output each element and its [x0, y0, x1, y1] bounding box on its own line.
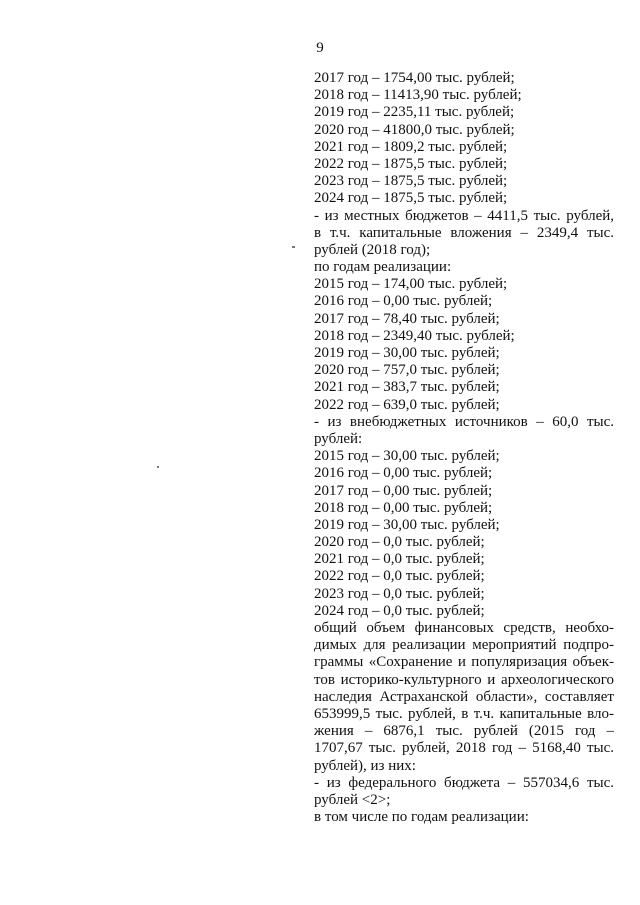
text-line: 2023 год – 1875,5 тыс. рублей;	[314, 173, 508, 190]
text-line: 2024 год – 0,0 тыс. рублей;	[314, 602, 485, 619]
text-line: наследия Астраханской области», составляет	[314, 688, 614, 705]
text-line: 2021 год – 0,0 тыс. рублей;	[314, 551, 485, 568]
text-line: рублей (2018 год);	[314, 241, 431, 258]
text-line: - из федерального бюджета – 557034,6 тыс.	[314, 774, 614, 791]
text-line: 2024 год – 1875,5 тыс. рублей;	[314, 190, 508, 207]
scan-speck	[292, 246, 295, 248]
text-line: 2015 год – 30,00 тыс. рублей;	[314, 448, 500, 465]
text-line: 2022 год – 1875,5 тыс. рублей;	[314, 155, 508, 172]
text-line: жения – 6876,1 тыс. рублей (2015 год –	[314, 723, 614, 740]
text-line: 2017 год – 1754,00 тыс. рублей;	[314, 70, 515, 86]
text-line: по годам реализации:	[314, 259, 452, 276]
text-line: димых для реализации мероприятий подпро-	[314, 637, 614, 654]
text-line: 2018 год – 0,00 тыс. рублей;	[314, 499, 493, 516]
text-line: в том числе по годам реализации:	[314, 809, 529, 826]
text-line: 2022 год – 0,0 тыс. рублей;	[314, 568, 485, 585]
text-line: граммы «Сохранение и популяризация объек-	[314, 654, 614, 671]
text-line: в т.ч. капитальные вложения – 2349,4 тыс.	[314, 224, 614, 241]
text-line: 653999,5 тыс. рублей, в т.ч. капитальные вло-	[314, 705, 614, 722]
text-line: 2016 год – 0,00 тыс. рублей;	[314, 465, 493, 482]
text-line: - из местных бюджетов – 4411,5 тыс. рублей,	[314, 207, 614, 224]
text-line: 2017 год – 78,40 тыс. рублей;	[314, 310, 500, 327]
page-number: 9	[316, 40, 324, 56]
text-line: 2018 год – 11413,90 тыс. рублей;	[314, 87, 522, 104]
text-line: 2022 год – 639,0 тыс. рублей;	[314, 396, 500, 413]
text-line: рублей:	[314, 430, 363, 447]
text-line: - из внебюджетных источников – 60,0 тыс.	[314, 413, 614, 430]
text-line: 2017 год – 0,00 тыс. рублей;	[314, 482, 493, 499]
text-line: 2020 год – 41800,0 тыс. рублей;	[314, 121, 515, 138]
document-body	[314, 70, 614, 826]
text-line: 1707,67 тыс. рублей, 2018 год – 5168,40 тыс.	[314, 740, 614, 757]
text-line: 2021 год – 383,7 тыс. рублей;	[314, 379, 500, 396]
text-line: рублей), из них:	[314, 757, 416, 774]
text-line: общий объем финансовых средств, необхо-	[314, 620, 614, 636]
text-line: 2019 год – 30,00 тыс. рублей;	[314, 516, 500, 533]
text-line: 2020 год – 757,0 тыс. рублей;	[314, 362, 500, 379]
text-line: тов историко-культурного и археологического	[314, 671, 614, 688]
text-line: 2016 год – 0,00 тыс. рублей;	[314, 293, 493, 310]
text-line: 2018 год – 2349,40 тыс. рублей;	[314, 327, 515, 344]
text-line: 2021 год – 1809,2 тыс. рублей;	[314, 138, 508, 155]
scan-speck	[157, 466, 159, 468]
text-line: 2019 год – 2235,11 тыс. рублей;	[314, 104, 515, 121]
text-line: 2023 год – 0,0 тыс. рублей;	[314, 585, 485, 602]
text-line: 2015 год – 174,00 тыс. рублей;	[314, 276, 508, 293]
text-line: 2019 год – 30,00 тыс. рублей;	[314, 345, 500, 361]
text-line: 2020 год – 0,0 тыс. рублей;	[314, 534, 485, 551]
text-line: рублей <2>;	[314, 791, 391, 808]
